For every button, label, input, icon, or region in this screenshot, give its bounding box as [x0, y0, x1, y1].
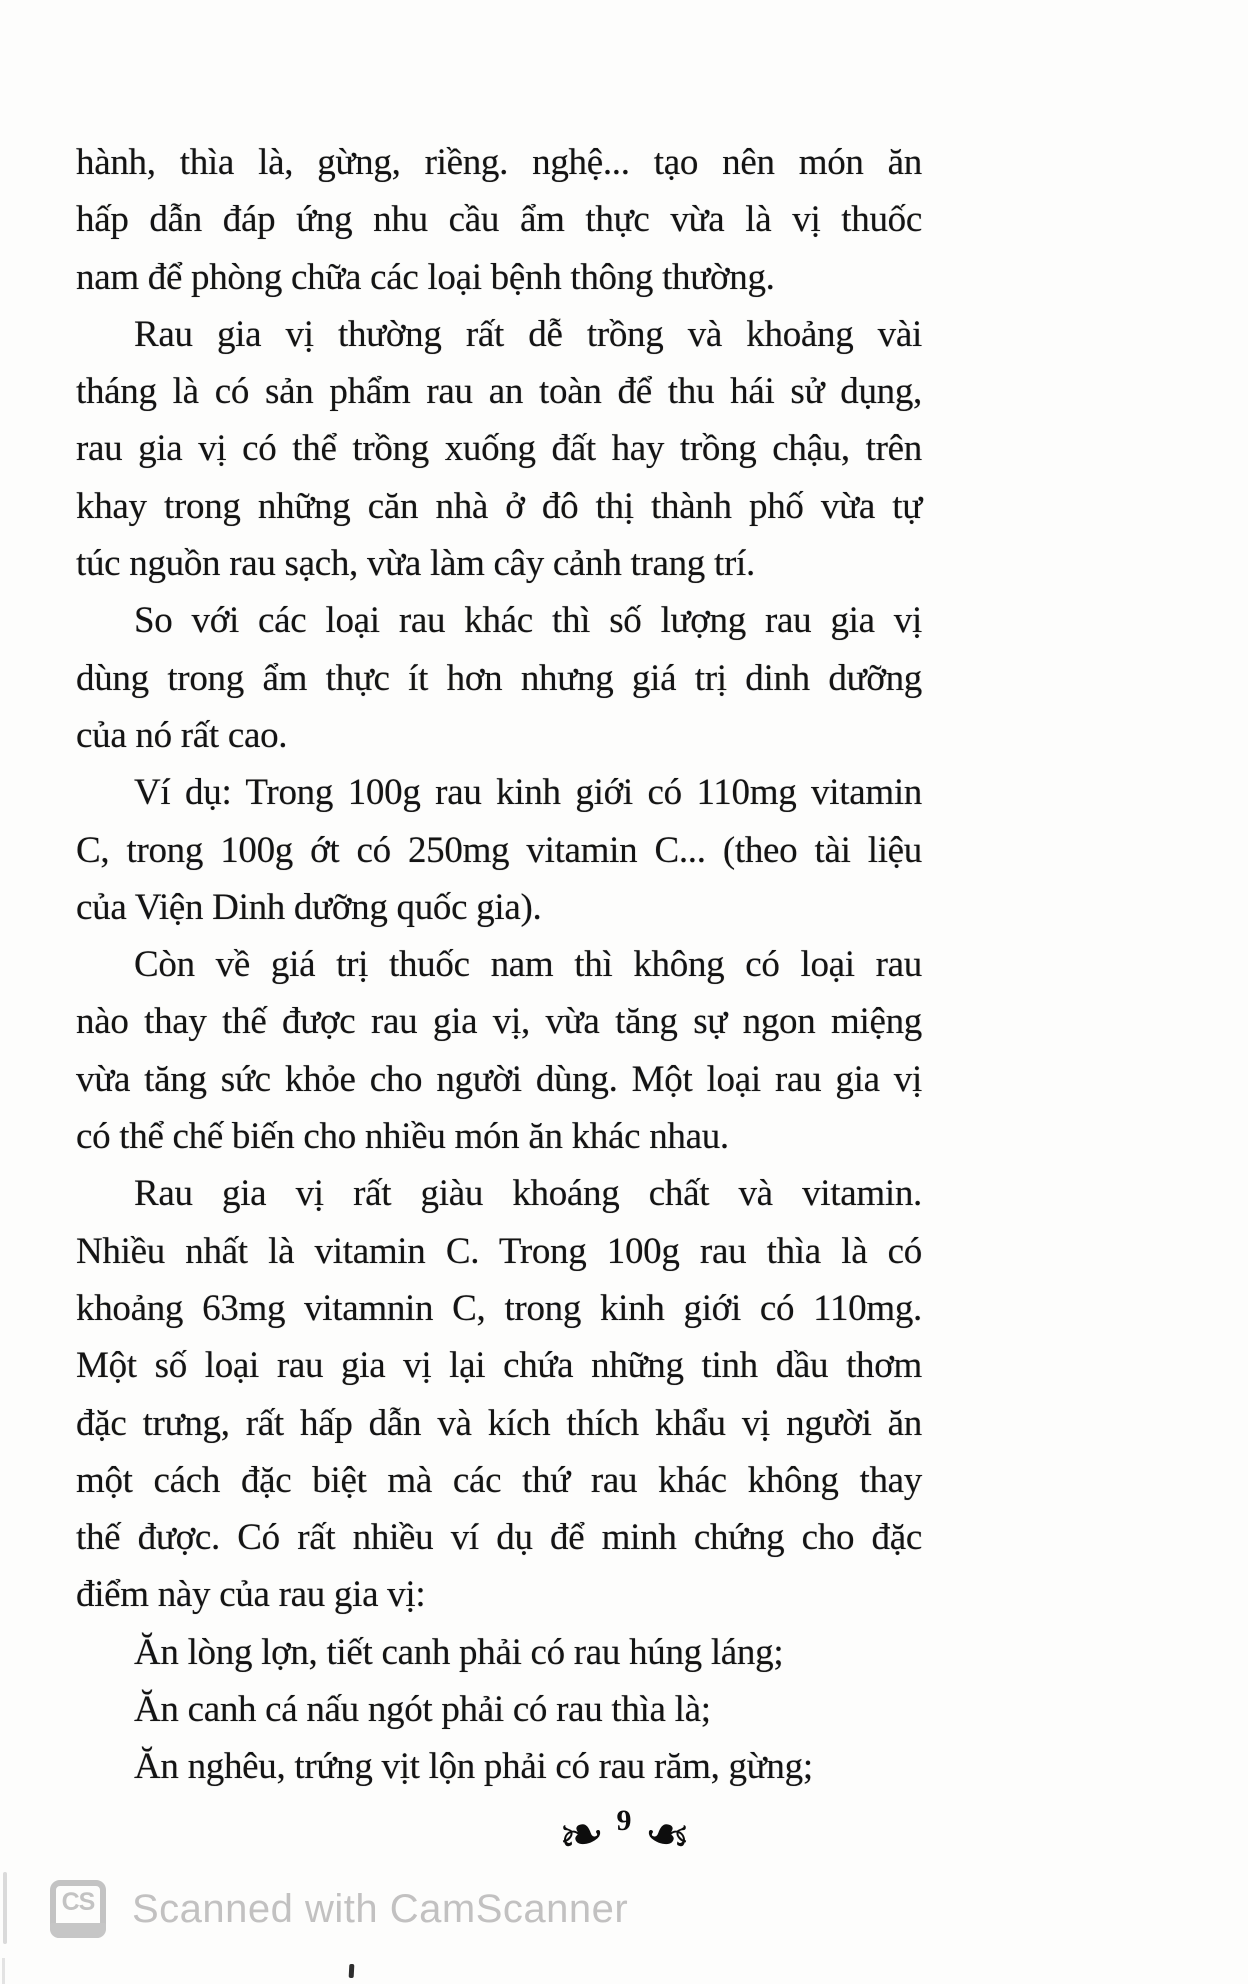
page-text-block [76, 134, 922, 1796]
text-line: Rau gia vị thường rất dễ trồng và khoảng vài [134, 313, 922, 355]
text-line: nào thay thế được rau gia vị, vừa tăng sự ngon miệng [76, 1001, 922, 1043]
text-line: hành, thìa là, gừng, riềng. nghệ... tạo nên món ăn [76, 142, 922, 183]
camscanner-label: Scanned with CamScanner [132, 1887, 629, 1931]
page-footer [0, 1798, 1248, 1872]
text-line: điểm này của rau gia vị: [76, 1574, 426, 1616]
text-line: vừa tăng sức khỏe cho người dùng. Một loại rau gia vị [76, 1058, 922, 1100]
text-line: của nó rất cao. [76, 714, 288, 756]
paragraph [76, 306, 922, 592]
camscanner-logo-icon [50, 1880, 106, 1938]
text-line: tháng là có sản phẩm rau an toàn để thu hái sử dụng, [76, 371, 922, 413]
text-line: So với các loại rau khác thì số lượng rau gia vị [134, 600, 922, 642]
scan-speck-artifact [349, 1964, 355, 1978]
paragraph [76, 1738, 922, 1795]
scan-edge-artifact [2, 1958, 5, 1984]
text-line: của Viện Dinh dưỡng quốc gia). [76, 886, 542, 928]
text-line: đặc trưng, rất hấp dẫn và kích thích khẩu vị người ăn [76, 1402, 922, 1444]
text-line: Ăn lòng lợn, tiết canh phải có rau húng láng; [134, 1631, 784, 1673]
paragraph [76, 1165, 922, 1623]
text-line: túc nguồn rau sạch, vừa làm cây cảnh trang trí. [76, 543, 755, 585]
scan-edge-artifact [3, 1872, 7, 1944]
camscanner-logo-bar [50, 1923, 106, 1938]
paragraph [76, 936, 922, 1165]
paragraph [76, 592, 922, 764]
paragraph [76, 764, 922, 936]
text-line: Ăn canh cá nấu ngót phải có rau thìa là; [134, 1689, 711, 1731]
text-line: dùng trong ẩm thực ít hơn nhưng giá trị dinh dưỡng [76, 657, 922, 699]
text-line: Một số loại rau gia vị lại chứa những tinh dầu thơm [76, 1345, 922, 1387]
text-line: C, trong 100g ớt có 250mg vitamin C... (theo tài liệu [76, 829, 922, 871]
floral-ornament-left-icon: ❧ [552, 1799, 610, 1872]
text-line: rau gia vị có thể trồng xuống đất hay trồng chậu, trên [76, 428, 922, 470]
page-number: 9 [616, 1804, 632, 1837]
text-line: nam để phòng chữa các loại bệnh thông thường. [76, 256, 775, 298]
paragraph [76, 1681, 922, 1738]
text-line: khay trong những căn nhà ở đô thị thành phố vừa tự [76, 485, 922, 527]
text-line: khoảng 63mg vitamnin C, trong kinh giới có 110mg. [76, 1287, 922, 1329]
paragraph [76, 1624, 922, 1681]
text-line: Ví dụ: Trong 100g rau kinh giới có 110mg vitamin [134, 772, 922, 814]
text-line: Nhiều nhất là vitamin C. Trong 100g rau thìa là có [76, 1230, 922, 1272]
text-line: hấp dẫn đáp ứng nhu cầu ẩm thực vừa là vị thuốc [76, 199, 922, 241]
floral-ornament-right-icon: ❧ [638, 1799, 696, 1872]
text-line: có thể chế biến cho nhiều món ăn khác nhau. [76, 1116, 729, 1158]
camscanner-watermark [50, 1880, 628, 1938]
text-line: Rau gia vị rất giàu khoáng chất và vitamin. [134, 1173, 922, 1215]
text-line: thế được. Có rất nhiều ví dụ để minh chứng cho đặc [76, 1517, 922, 1559]
paragraph [76, 134, 922, 306]
camscanner-logo-text: CS [61, 1887, 95, 1916]
text-line: một cách đặc biệt mà các thứ rau khác không thay [76, 1459, 922, 1501]
text-line: Còn về giá trị thuốc nam thì không có loại rau [134, 944, 922, 986]
text-line: Ăn nghêu, trứng vịt lộn phải có rau răm, gừng; [134, 1746, 813, 1788]
